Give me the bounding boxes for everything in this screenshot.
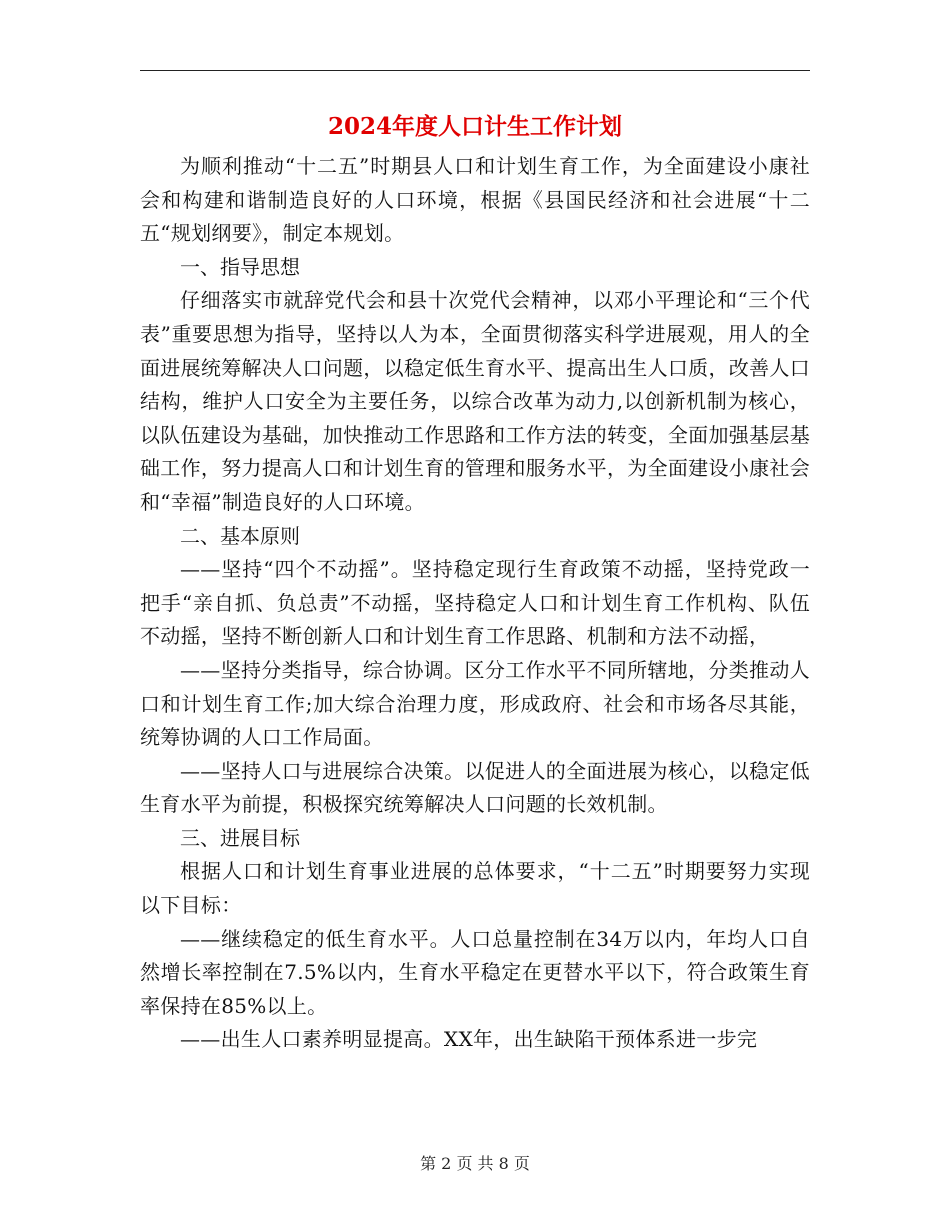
intro-paragraph: 为顺利推动“十二五”时期县人口和计划生育工作，为全面建设小康社会和构建和谐制造良好的人口环境，根据《县国民经济和社会进展“十二五“规划纲要》，制定本规划。 (140, 154, 810, 246)
section-heading-guiding-ideology: 一、指导思想 (180, 254, 300, 279)
document-title: 2024年度人口计生工作计划 (327, 113, 622, 140)
goal-item: ——出生人口素养明显提高。XX年，出生缺陷干预体系进一步完 (180, 1027, 758, 1052)
document-body (140, 150, 810, 1057)
guiding-ideology-paragraph: 仔细落实市就辞党代会和县十次党代会精神，以邓小平理论和“三个代表”重要思想为指导，坚持以人为本，全面贯彻落实科学进展观，用人的全面进展统筹解决人口问题，以稳定低生育水平、提高出生人口质，改善人口结构，维护人口安全为主要任务，以综合改革为动力,以创新机制为核心，以队伍建设为基础，加快推动工作思路和工作方法的转变，全面加强基层基础工作，努力提高人口和计划生育的管理和服务水平，为全面建设小康社会和“幸福”制造良好的人口环境。 (140, 288, 810, 514)
goals-intro-paragraph: 根据人口和计划生育事业进展的总体要求，“十二五”时期要努力实现以下目标： (140, 859, 810, 918)
page-number-footer: 第 2 页 共 8 页 (420, 1154, 530, 1173)
section-heading-development-goals: 三、进展目标 (180, 825, 300, 850)
goal-item: ——继续稳定的低生育水平。人口总量控制在34万以内，年均人口自然增长率控制在7.5%以内，生育水平稳定在更替水平以下，符合政策生育率保持在85%以上。 (140, 926, 810, 1018)
header-rule (140, 70, 810, 71)
principle-item: ——坚持分类指导，综合协调。区分工作水平不同所辖地，分类推动人口和计划生育工作;加大综合治理力度，形成政府、社会和市场各尽其能，统筹协调的人口工作局面。 (140, 657, 810, 750)
principle-item: ——坚持人口与进展综合决策。以促进人的全面进展为核心，以稳定低生育水平为前提，积极探究统筹解决人口问题的长效机制。 (140, 758, 810, 817)
principle-item: ——坚持“四个不动摇”。坚持稳定现行生育政策不动摇，坚持党政一把手“亲自抓、负总责”不动摇，坚持稳定人口和计划生育工作机构、队伍不动摇，坚持不断创新人口和计划生育工作思路、机制和方法不动摇， (140, 557, 810, 649)
section-heading-basic-principles: 二、基本原则 (180, 523, 300, 548)
